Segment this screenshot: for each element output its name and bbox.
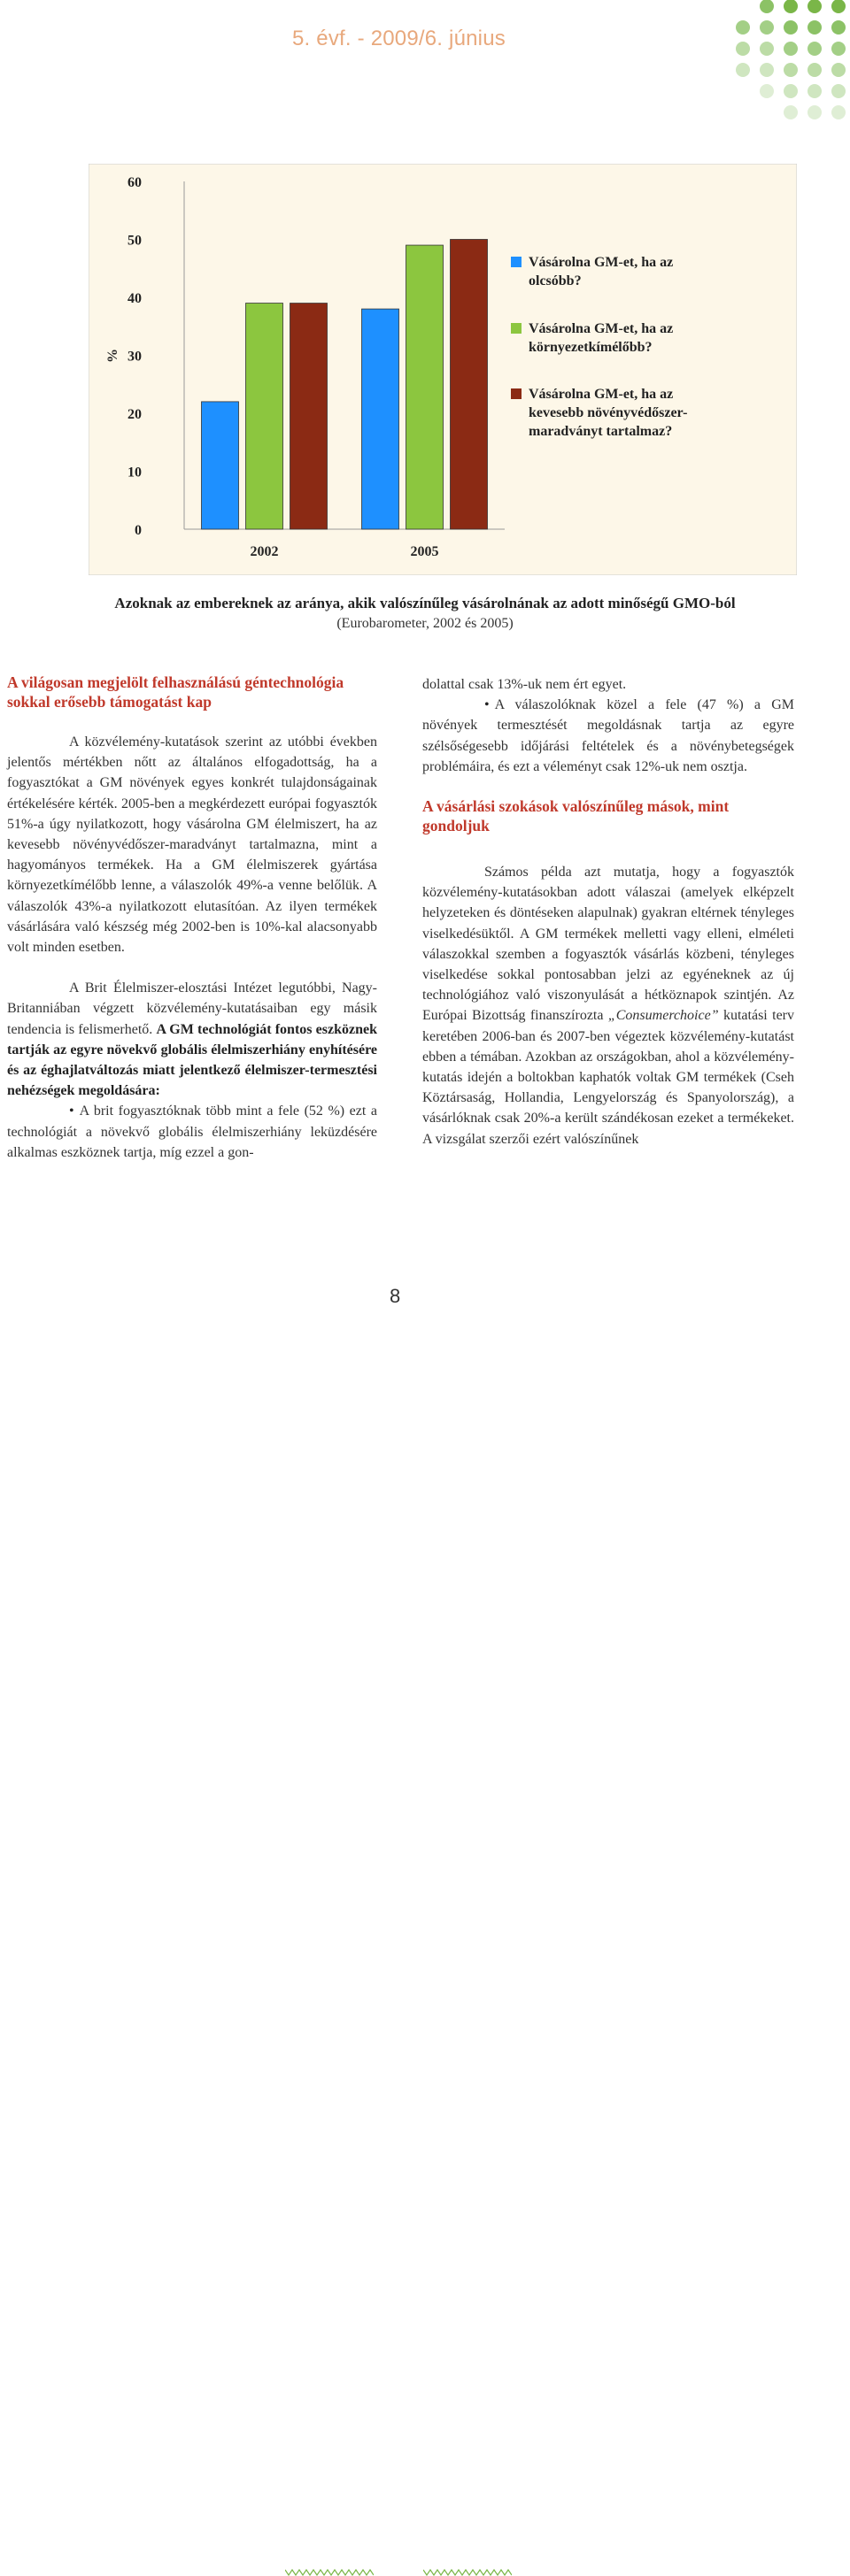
legend-label: környezetkímélőbb? [529,340,653,355]
dot [736,42,750,56]
y-tick-label: 50 [128,233,142,249]
paragraph-2 [7,978,377,1101]
dot [808,0,822,13]
paragraph-3 [422,862,794,1150]
bar [362,309,399,529]
y-axis-label: % [105,349,120,363]
y-tick-label: 10 [128,465,142,481]
dot [831,42,846,56]
dot [784,42,798,56]
legend-label: maradványt tartalmaz? [529,424,673,439]
dot [736,63,750,77]
y-tick-label: 60 [128,175,142,190]
header-title: 5. évf. - 2009/6. június [292,27,506,50]
legend-swatch [511,257,522,267]
bar [451,240,488,530]
dot [808,84,822,98]
paragraph-2-normal: A Brit Élelmiszer-elosztási Intézet legutóbbi, Nagy-Britanniában végzett közvélemény-kutatásaiban egy másik tendencia is felismerhető. [7,980,377,1037]
dot [808,105,822,119]
bar [246,304,283,529]
dot [784,20,798,35]
page-footer [0,1274,850,1310]
dot [808,63,822,77]
section-heading-1: A világosan megjelölt felhasználású géntechnológia sokkal erősebb támogatást kap [7,673,344,711]
dot [831,20,846,35]
legend-label: olcsóbb? [529,273,582,288]
dot [808,20,822,35]
dot [784,105,798,119]
legend-swatch [511,323,522,334]
paragraph-3-a: Számos példa azt mutatja, hogy a fogyasztók közvélemény-kutatásokban adott válaszai (amelyek elképzelt helyzeteken és döntéseken alapulnak) gyakran eltérnek tényleges viselkedésüktől. A GM termékek melletti vagy elleni, elméleti válaszokkal szemben a fogyasztók vásárlás közbeni, tényleges viselkedése sokkal pontosabban jelzi az egyéneknek az új technológiához való viszonyulását a hétköznapok szintjén. Az Európai Bizottság finanszírozta [422,865,794,1024]
bullet-item-1: • A brit fogyasztóknak több mint a fele (52 %) ezt a technológiát a növekvő globális élelmiszerhiány leküzdésére alkalmas eszköznek tartja, míg ezzel a gon- [7,1101,377,1163]
dot [760,84,774,98]
legend-label: Vásárolna GM-et, ha az [529,255,674,270]
section-heading-2: A vásárlási szokások valószínűleg mások, mint gondoljuk [422,797,730,835]
dot [760,42,774,56]
dot [784,84,798,98]
bullet-item-2: • A válaszolóknak közel a fele (47 %) a GM növények termesztését megoldásnak tartja az egyre szélsőségesebb időjárási feltételek és a növénybetegségek problémáira, és ezt a véleményt csak 12%-uk nem osztja. [422,695,794,777]
dot [760,63,774,77]
dot [736,20,750,35]
dot [784,63,798,77]
caption-source: (Eurobarometer, 2002 és 2005) [336,616,514,631]
continued-text: dolattal csak 13%-uk nem ért egyet. [422,677,627,692]
y-tick-label: 40 [128,291,142,306]
page-number: 8 [390,1285,401,1307]
x-tick-label: 2002 [250,544,279,559]
bar [290,304,328,529]
caption-main: Azoknak az embereknek az aránya, akik valószínűleg vásárolnának az adott minőségű GMO-ból [114,595,736,611]
footer-ornament-right [423,2569,512,2576]
footer-ornament-left [285,2569,374,2576]
dot [831,84,846,98]
paragraph-3-b: kutatási terv keretében 2006-ban és 2007-ben végeztek közvélemény-kutatást ebben a témában. Azokban az országokban, ahol a közvélemény-kutatás idején a boltokban kaphatók voltak GM termékek (Cseh Köztársaság, Hollandia, Lengyelország és Spanyolország), a vásárlóknak csak 20%-a került szándékosan ezeket a termékeket. A vizsgálat szerzői ezért valószínűnek [422,1008,794,1147]
legend-label: Vásárolna GM-et, ha az [529,321,674,336]
legend-label: kevesebb növényvédőszer- [529,405,688,420]
legend-swatch [511,388,522,399]
consumerchoice-title: „Consumerchoice” [607,1008,719,1024]
y-tick-label: 0 [135,523,142,538]
dot [760,0,774,13]
y-tick-label: 20 [128,407,142,422]
right-column [422,674,794,1150]
left-column [7,673,377,1163]
dot [831,0,846,13]
y-tick-label: 30 [128,349,142,365]
figure-caption [35,595,815,632]
dot [784,0,798,13]
x-tick-label: 2005 [410,544,439,559]
decorative-dots [730,0,850,133]
bar [202,402,239,529]
dot [831,63,846,77]
dot [808,42,822,56]
legend-label: Vásárolna GM-et, ha az [529,387,674,402]
paragraph-1: A közvélemény-kutatások szerint az utóbbi években jelentős mértékben nőtt az általános elfogadottság, ha a fogyasztókat a GM növények egyes konkrét tulajdonságainak értékelésére kérték. 2005-ben a megkérdezett európai fogyasztók 51%-a úgy nyilatkozott, hogy vásárolna GM élelmiszert, ha az kevesebb növényvédőszer-maradványt tartalmazna, mint a hagyományos termékek. Ha a GM élelmiszerek gyártása környezetkímélőbb lenne, a válaszolók 49%-a venne belőlük. A válaszolók 43%-a nyilatkozott elutasítóan. Az ilyen termékek vásárlására való készség még 2002-ben is 10%-kal alacsonyabb volt minden esetben. [7,734,377,956]
paragraph-2-bold: A GM technológiát fontos eszköznek tartják az egyre növekvő globális élelmiszerhiány enyhítésére és az éghajlatváltozás miatt jelentkező élelmiszer-termesztési nehézségek megoldására: [7,1021,378,1099]
bar [406,245,444,529]
dot [760,20,774,35]
bar-chart [89,164,797,575]
dot [831,105,846,119]
